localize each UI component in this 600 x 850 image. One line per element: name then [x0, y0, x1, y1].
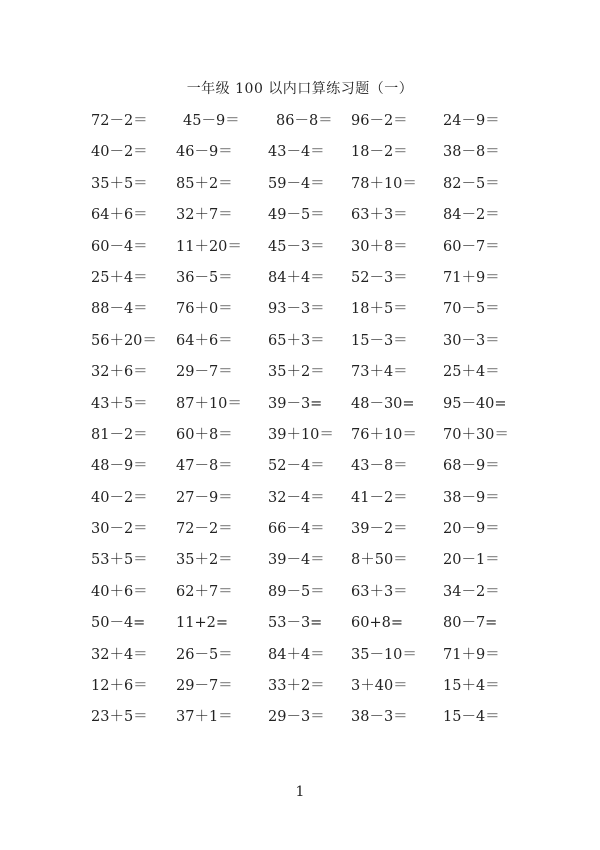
arithmetic-problem: 43－4＝	[268, 144, 325, 161]
arithmetic-problem: 72－2＝	[91, 113, 148, 129]
arithmetic-problem: 48－9＝	[91, 458, 148, 475]
arithmetic-problem: 29－7＝	[176, 364, 233, 381]
arithmetic-problem: 47－8＝	[176, 458, 233, 475]
arithmetic-problem: 81－2＝	[91, 426, 148, 443]
arithmetic-problem: 68－9＝	[443, 458, 500, 475]
arithmetic-problem: 70＋30＝	[443, 426, 509, 443]
arithmetic-problem: 64＋6＝	[91, 207, 148, 224]
arithmetic-problem: 60－7＝	[443, 238, 500, 255]
arithmetic-problem: 96－2＝	[351, 113, 408, 129]
arithmetic-problem: 84＋4＝	[268, 269, 325, 286]
arithmetic-problem: 15－3＝	[351, 332, 408, 349]
arithmetic-problem: 76＋10＝	[351, 426, 417, 443]
arithmetic-problem: 56＋20＝	[91, 332, 157, 349]
arithmetic-problem: 11＋20＝	[176, 238, 242, 255]
arithmetic-problem: 32＋6＝	[91, 364, 148, 381]
arithmetic-problem: 27－9＝	[176, 489, 233, 506]
problem-row	[0, 519, 600, 550]
problem-row	[0, 676, 600, 707]
arithmetic-problem: 33＋2＝	[268, 678, 325, 695]
problem-row	[0, 613, 600, 644]
worksheet-title: 一年级 100 以内口算练习题（一）	[186, 81, 414, 97]
arithmetic-problem: 25＋4＝	[91, 269, 148, 286]
arithmetic-problem: 36－5＝	[176, 269, 233, 286]
arithmetic-problem: 39－3=	[268, 395, 323, 412]
arithmetic-problem: 64＋6＝	[176, 332, 233, 349]
arithmetic-problem: 35＋5＝	[91, 175, 148, 192]
arithmetic-problem: 43－8＝	[351, 458, 408, 475]
arithmetic-problem: 86－8＝	[276, 113, 333, 129]
arithmetic-problem: 84＋4＝	[268, 646, 325, 663]
arithmetic-problem: 89－5＝	[268, 583, 325, 600]
arithmetic-problem: 43＋5＝	[91, 395, 148, 412]
problem-row	[0, 488, 600, 519]
arithmetic-problem: 35＋2＝	[268, 364, 325, 381]
problem-row	[0, 645, 600, 676]
problem-grid	[0, 111, 600, 739]
arithmetic-problem: 72－2＝	[176, 521, 233, 538]
arithmetic-problem: 59－4＝	[268, 175, 325, 192]
problem-row	[0, 205, 600, 236]
arithmetic-problem: 26－5＝	[176, 646, 233, 663]
arithmetic-problem: 63＋3＝	[351, 207, 408, 224]
arithmetic-problem: 23＋5＝	[91, 709, 148, 726]
arithmetic-problem: 30－2＝	[91, 521, 148, 538]
arithmetic-problem: 15－4＝	[443, 709, 500, 726]
arithmetic-problem: 95－40=	[443, 395, 507, 412]
arithmetic-problem: 40－2＝	[91, 489, 148, 506]
arithmetic-problem: 45－3＝	[268, 238, 325, 255]
arithmetic-problem: 3＋40＝	[351, 678, 408, 695]
arithmetic-problem: 60－4＝	[91, 238, 148, 255]
arithmetic-problem: 38－9＝	[443, 489, 500, 506]
arithmetic-problem: 32－4＝	[268, 489, 325, 506]
problem-row	[0, 394, 600, 425]
arithmetic-problem: 53－3=	[268, 615, 323, 632]
arithmetic-problem: 29－7＝	[176, 678, 233, 695]
arithmetic-problem: 45－9＝	[183, 113, 240, 129]
problem-row	[0, 111, 600, 142]
arithmetic-problem: 20－1＝	[443, 552, 500, 569]
arithmetic-problem: 34－2＝	[443, 583, 500, 600]
arithmetic-problem: 39－2＝	[351, 521, 408, 538]
arithmetic-problem: 25＋4＝	[443, 364, 500, 381]
problem-row	[0, 174, 600, 205]
problem-row	[0, 299, 600, 330]
arithmetic-problem: 41－2＝	[351, 489, 408, 506]
arithmetic-problem: 24－9＝	[443, 113, 500, 129]
arithmetic-problem: 11+2=	[176, 615, 228, 632]
arithmetic-problem: 73＋4＝	[351, 364, 408, 381]
arithmetic-problem: 39＋10＝	[268, 426, 334, 443]
problem-row	[0, 550, 600, 581]
arithmetic-problem: 40－2＝	[91, 144, 148, 161]
arithmetic-problem: 50－4=	[91, 615, 146, 632]
arithmetic-problem: 35＋2＝	[176, 552, 233, 569]
arithmetic-problem: 84－2＝	[443, 207, 500, 224]
arithmetic-problem: 30－3＝	[443, 332, 500, 349]
arithmetic-problem: 60+8=	[351, 615, 403, 632]
arithmetic-problem: 85＋2＝	[176, 175, 233, 192]
arithmetic-problem: 76＋0＝	[176, 301, 233, 318]
arithmetic-problem: 18＋5＝	[351, 301, 408, 318]
arithmetic-problem: 12＋6＝	[91, 678, 148, 695]
arithmetic-problem: 35－10＝	[351, 646, 417, 663]
arithmetic-problem: 38－8＝	[443, 144, 500, 161]
arithmetic-problem: 48－30=	[351, 395, 415, 412]
arithmetic-problem: 87＋10＝	[176, 395, 242, 412]
arithmetic-problem: 71＋9＝	[443, 646, 500, 663]
arithmetic-problem: 46－9＝	[176, 144, 233, 161]
problem-row	[0, 425, 600, 456]
arithmetic-problem: 82－5＝	[443, 175, 500, 192]
problem-row	[0, 582, 600, 613]
arithmetic-problem: 18－2＝	[351, 144, 408, 161]
arithmetic-problem: 53＋5＝	[91, 552, 148, 569]
arithmetic-problem: 39－4＝	[268, 552, 325, 569]
problem-row	[0, 268, 600, 299]
arithmetic-problem: 63＋3＝	[351, 583, 408, 600]
arithmetic-problem: 88－4＝	[91, 301, 148, 318]
arithmetic-problem: 65＋3＝	[268, 332, 325, 349]
arithmetic-problem: 93－3＝	[268, 301, 325, 318]
arithmetic-problem: 32＋4＝	[91, 646, 148, 663]
arithmetic-problem: 52－4＝	[268, 458, 325, 475]
arithmetic-problem: 78＋10＝	[351, 175, 417, 192]
arithmetic-problem: 15＋4＝	[443, 678, 500, 695]
arithmetic-problem: 29－3＝	[268, 709, 325, 726]
arithmetic-problem: 80－7=	[443, 615, 498, 632]
arithmetic-problem: 38－3＝	[351, 709, 408, 726]
arithmetic-problem: 66－4＝	[268, 521, 325, 538]
arithmetic-problem: 62＋7＝	[176, 583, 233, 600]
arithmetic-problem: 49－5＝	[268, 207, 325, 224]
arithmetic-problem: 37＋1＝	[176, 709, 233, 726]
problem-row	[0, 456, 600, 487]
problem-row	[0, 331, 600, 362]
arithmetic-problem: 32＋7＝	[176, 207, 233, 224]
arithmetic-problem: 20－9＝	[443, 521, 500, 538]
arithmetic-problem: 70－5＝	[443, 301, 500, 318]
arithmetic-problem: 52－3＝	[351, 269, 408, 286]
arithmetic-problem: 8＋50＝	[351, 552, 408, 569]
problem-row	[0, 142, 600, 173]
arithmetic-problem: 71＋9＝	[443, 269, 500, 286]
problem-row	[0, 362, 600, 393]
arithmetic-problem: 60＋8＝	[176, 426, 233, 443]
arithmetic-problem: 30＋8＝	[351, 238, 408, 255]
page-number: 1	[295, 784, 305, 800]
problem-row	[0, 707, 600, 738]
problem-row	[0, 237, 600, 268]
arithmetic-problem: 40＋6＝	[91, 583, 148, 600]
